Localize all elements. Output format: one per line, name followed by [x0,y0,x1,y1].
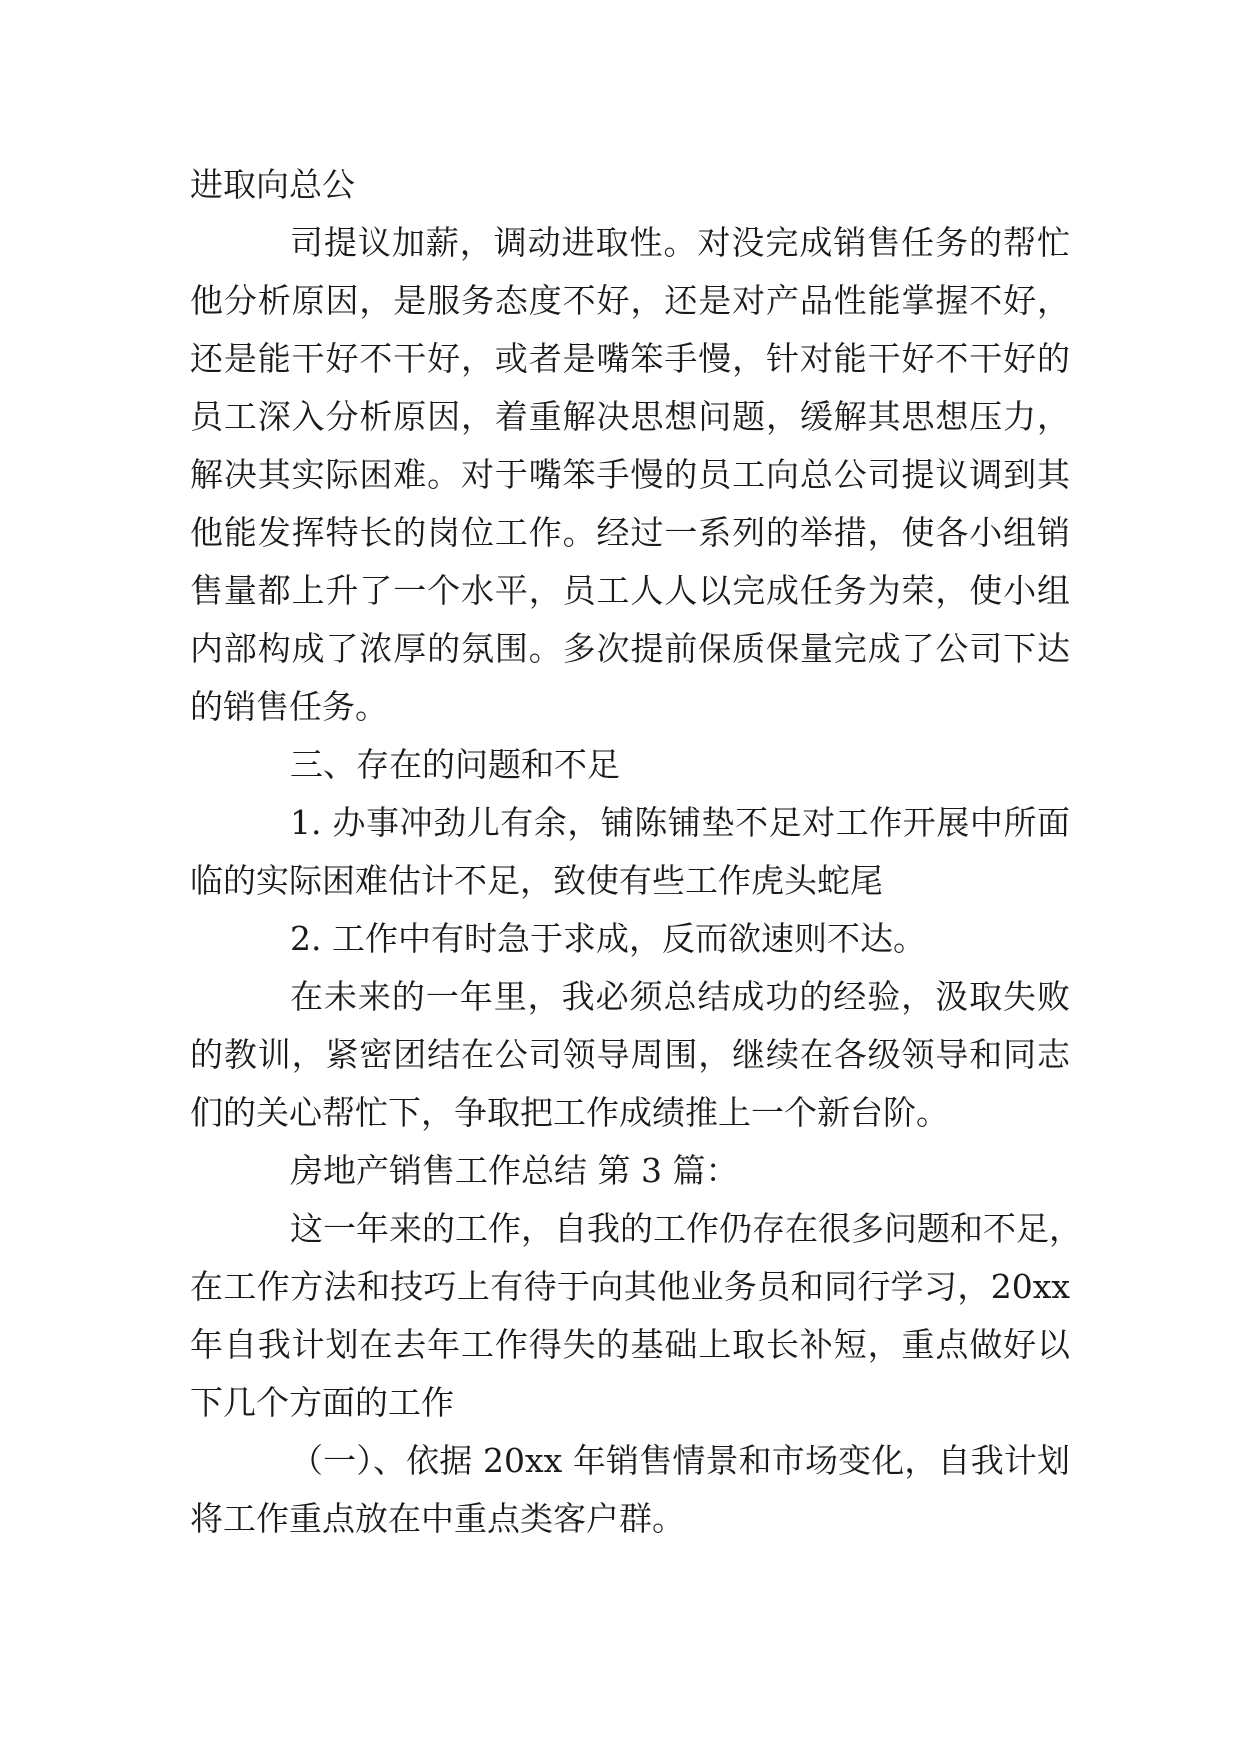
text-line-21: 年自我计划在去年工作得失的基础上取长补短，重点做好以 [190,1325,1070,1364]
list-item-1-line-1: 1. 办事冲劲儿有余，铺陈铺垫不足对工作开展中所面 [290,803,1070,842]
section-heading: 三、存在的问题和不足 [290,745,620,784]
text-line-2: 司提议加薪，调动进取性。对没完成销售任务的帮忙 [290,223,1070,262]
text-line-4: 还是能干好不干好，或者是嘴笨手慢，针对能干好不干好的 [190,339,1070,378]
list-item-1-line-2: 临的实际困难估计不足，致使有些工作虎头蛇尾 [190,861,883,900]
article-title: 房地产销售工作总结 第 3 篇： [290,1151,739,1190]
text-line-17: 们的关心帮忙下，争取把工作成绩推上一个新台阶。 [190,1093,949,1132]
text-line-1: 进取向总公 [190,165,355,204]
text-line-15: 在未来的一年里，我必须总结成功的经验，汲取失败 [290,977,1070,1016]
text-line-16: 的教训，紧密团结在公司领导周围，继续在各级领导和同志 [190,1035,1070,1074]
text-line-23: （一）、依据 20xx 年销售情景和市场变化，自我计划 [290,1441,1070,1480]
list-item-2: 2. 工作中有时急于求成，反而欲速则不达。 [290,919,926,958]
text-line-3: 他分析原因，是服务态度不好，还是对产品性能掌握不好， [190,281,1070,320]
text-line-22: 下几个方面的工作 [190,1383,454,1422]
text-line-8: 售量都上升了一个水平，员工人人以完成任务为荣，使小组 [190,571,1070,610]
text-line-9: 内部构成了浓厚的氛围。多次提前保质保量完成了公司下达 [190,629,1070,668]
text-line-7: 他能发挥特长的岗位工作。经过一系列的举措，使各小组销 [190,513,1070,552]
text-line-5: 员工深入分析原因，着重解决思想问题，缓解其思想压力， [190,397,1070,436]
text-line-24: 将工作重点放在中重点类客户群。 [190,1499,685,1538]
text-line-20: 在工作方法和技巧上有待于向其他业务员和同行学习，20xx [190,1267,1070,1306]
text-line-6: 解决其实际困难。对于嘴笨手慢的员工向总公司提议调到其 [190,455,1070,494]
text-line-19: 这一年来的工作，自我的工作仍存在很多问题和不足， [290,1209,1082,1248]
document-page [190,156,1082,1548]
text-line-10: 的销售任务。 [190,687,388,726]
